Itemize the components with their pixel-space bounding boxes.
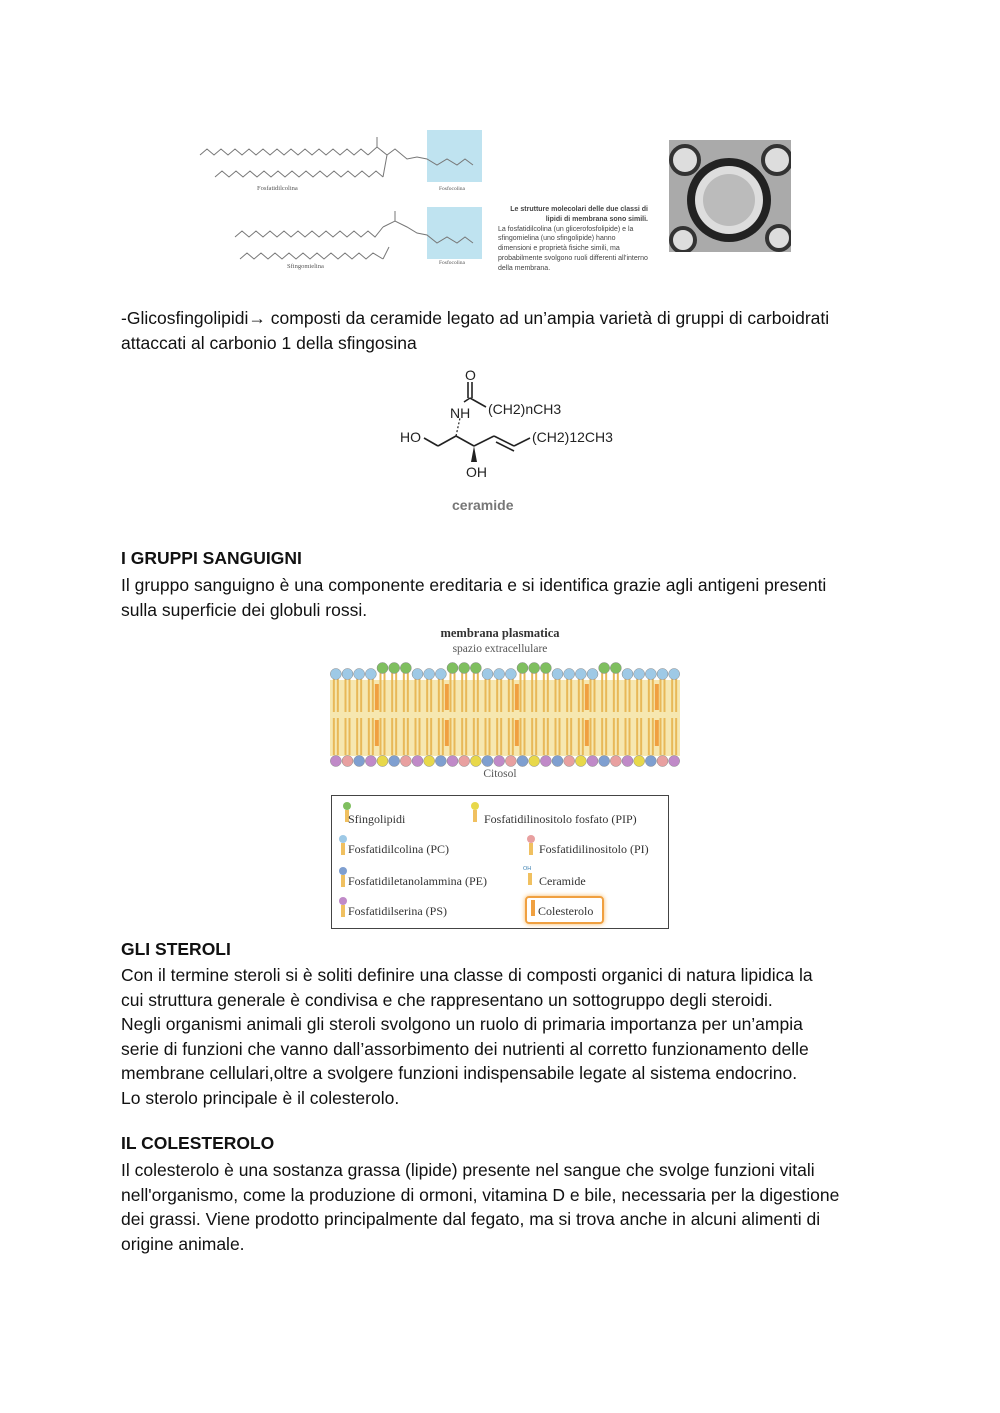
cytosol-label: Citosol [483, 768, 517, 780]
glycosphingolipids-paragraph: -Glicosfingolipidi→ composti da ceramide legato ad un’ampia varietà di gruppi di carboidrati attaccati al carbonio 1 della sfingosina [121, 308, 830, 353]
membrane-bilayer-illustration [330, 660, 680, 770]
legend-pc: Fosfatidilcolina (PC) [348, 842, 449, 856]
micrograph-image [669, 140, 791, 252]
legend-pe: Fosfatidiletanolammina (PE) [348, 874, 487, 888]
phosphocholine-highlight-bottom [427, 207, 482, 259]
ceramide-o: O [465, 367, 476, 383]
legend-sfingolipidi: Sfingolipidi [348, 812, 406, 826]
ceramide-caption: ceramide [452, 497, 514, 513]
ceramide-chain-1: (CH2)nCH3 [488, 401, 562, 417]
membrane-subtitle: spazio extracellulare [452, 643, 548, 655]
sterols-paragraph: Con il termine steroli si è soliti definire una classe di composti organici di natura lipidica la cui struttura generale è condivisa e che rappresentano un sottogruppo degli steroidi. Negli organismi animali gli steroli svolgono un ruolo di primaria importanza per un’ampia serie di funzioni che vanno dall’assorbimento dei nutrienti al corretto funzionamento delle membrane cellulari,oltre a svolgere funzioni indispensabile legate al sistema endocrino. Lo sterolo principale è il colesterolo. [121, 965, 813, 1108]
membrane-legend [331, 795, 669, 929]
cholesterol-heading: IL COLESTEROLO [121, 1133, 275, 1153]
svg-text:OH: OH [523, 866, 532, 872]
ceramide-icon [522, 864, 538, 888]
ceramide-structure [380, 362, 620, 522]
membrane-title: membrana plasmatica [440, 626, 560, 640]
legend-colesterolo: Colesterolo [538, 904, 594, 918]
ceramide-oh: OH [466, 464, 487, 480]
legend-ps: Fosfatidilserina (PS) [348, 904, 447, 918]
ceramide-nh: NH [450, 405, 471, 421]
label-sfingomielina: Sfingomielina [287, 263, 324, 270]
pip-icon [469, 801, 481, 823]
label-fosfocolina-bottom: Fosfocolina [439, 260, 465, 266]
figure1-caption-body: La fosfatidilcolina (un glicerofosfolipide) e la sfingomielina (uno sfingolipide) hanno dimensioni e proprietà fisiche simili, ma probabilmente svolgono ruoli differenti all'interno della membrana. [498, 225, 648, 272]
ceramide-chain-2: (CH2)12CH3 [532, 429, 613, 445]
legend-pip: Fosfatidilinositolo fosfato (PIP) [484, 812, 637, 826]
phospholipid-structures-figure [195, 125, 495, 280]
figure1-caption [498, 205, 648, 274]
phosphocholine-highlight-top [427, 130, 482, 182]
blood-groups-heading: I GRUPPI SANGUIGNI [121, 548, 302, 568]
cholesterol-icon [529, 899, 537, 917]
legend-ceramide: Ceramide [539, 874, 586, 888]
pi-icon [525, 834, 537, 856]
ceramide-ho: HO [400, 429, 421, 445]
label-fosfocolina-top: Fosfocolina [439, 186, 465, 192]
label-fosfatidilcolina: Fosfatidilcolina [257, 185, 298, 192]
blood-groups-paragraph: Il gruppo sanguigno è una componente ereditaria e si identifica grazie agli antigeni presenti sulla superficie dei globuli rossi. [121, 575, 827, 620]
figure1-caption-title: Le strutture molecolari delle due classi di lipidi di membrana sono simili. [510, 206, 648, 223]
sterols-heading: GLI STEROLI [121, 939, 231, 959]
cholesterol-paragraph: Il colesterolo è una sostanza grassa (lipide) presente nel sangue che svolge funzioni vitali nell'organismo, come la produzione di ormoni, vitamina D e bile, necessaria per la digestione dei grassi. Viene prodotto principalmente dal fegato, ma si trova anche in alcuni alimenti di origine animale. [121, 1160, 840, 1254]
legend-pi: Fosfatidilinositolo (PI) [539, 842, 649, 856]
